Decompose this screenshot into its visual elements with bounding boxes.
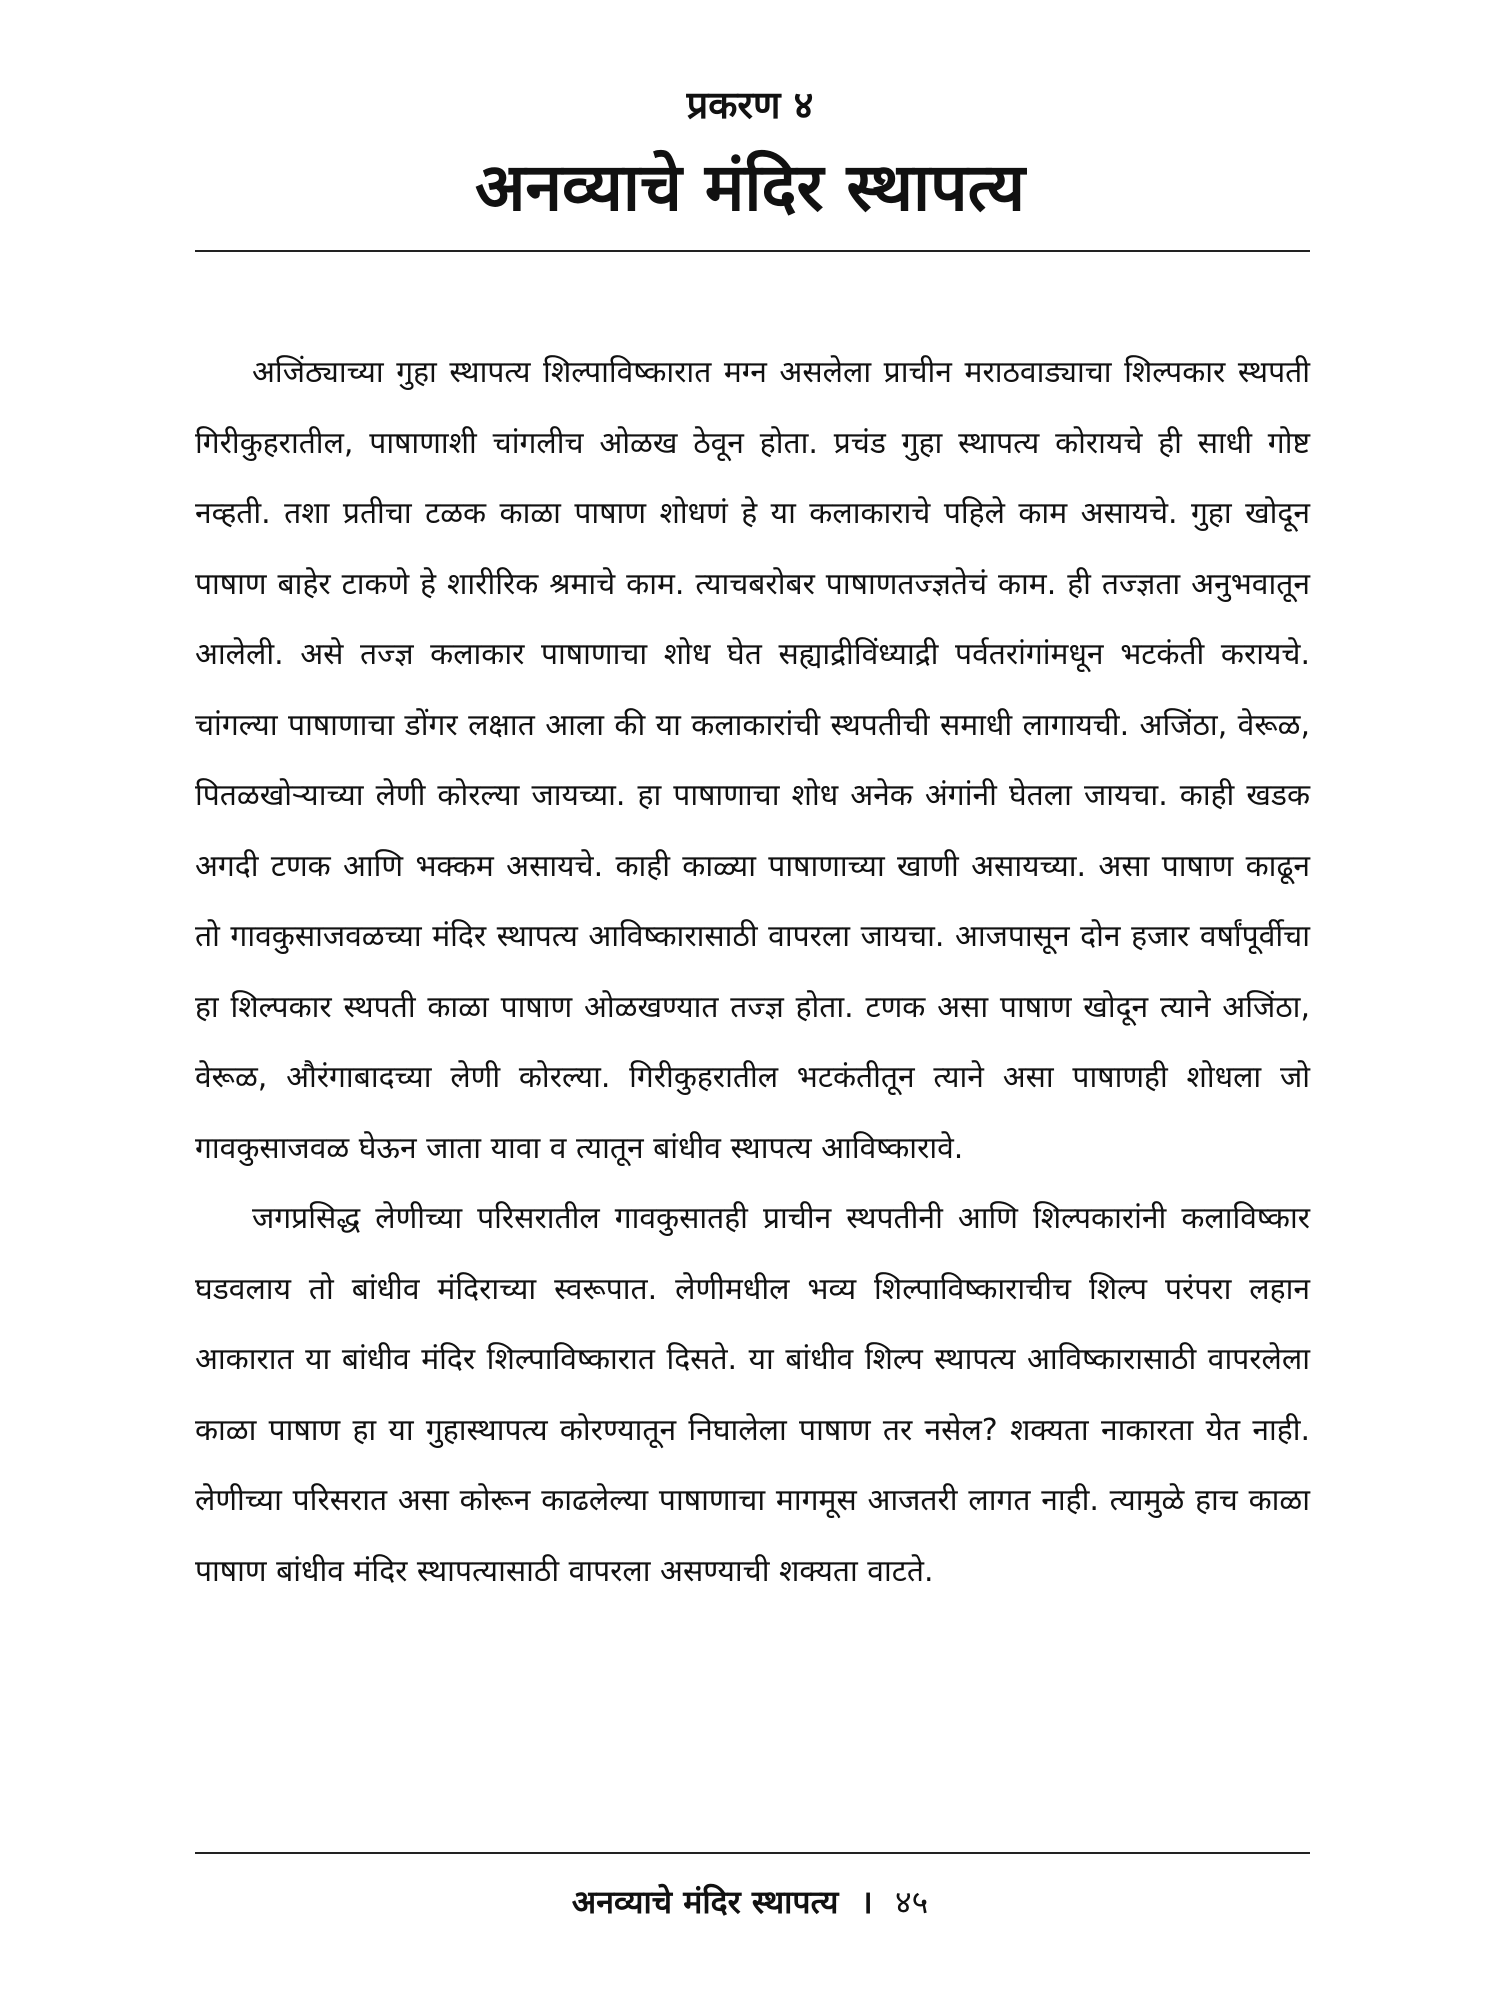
body-text [195, 338, 1310, 1607]
chapter-title: अनव्याचे मंदिर स्थापत्य [475, 149, 1025, 226]
footer-title: अनव्याचे मंदिर स्थापत्य [571, 1883, 839, 1921]
paragraph-2: जगप्रसिद्ध लेणीच्या परिसरातील गावकुसातही प्राचीन स्थपतीनी आणि शिल्पकारांनी कलाविष्कार घडवलाय तो बांधीव मंदिराच्या स्वरूपात. लेणीमधील भव्य शिल्पाविष्काराचीच शिल्प परंपरा लहान आकारात या बांधीव मंदिर शिल्पाविष्कारात दिसते. या बांधीव शिल्प स्थापत्य आविष्कारासाठी वापरलेला काळा पाषाण हा या गुहास्थापत्य कोरण्यातून निघालेला पाषाण तर नसेल? शक्यता नाकारता येत नाही. लेणीच्या परिसरात असा कोरून काढलेल्या पाषाणाचा मागमूस आजतरी लागत नाही. त्यामुळे हाच काळा पाषाण बांधीव मंदिर स्थापत्यासाठी वापरला असण्याची शक्यता वाटते. [195, 1201, 1310, 1589]
paragraph-1: अजिंठ्याच्या गुहा स्थापत्य शिल्पाविष्कारात मग्न असलेला प्राचीन मराठवाड्याचा शिल्पकार स्थपती गिरीकुहरातील, पाषाणाशी चांगलीच ओळख ठेवून होता. प्रचंड गुहा स्थापत्य कोरायचे ही साधी गोष्ट नव्हती. तशा प्रतीचा टळक काळा पाषाण शोधणं हे या कलाकाराचे पहिले काम असायचे. गुहा खोदून पाषाण बाहेर टाकणे हे शारीरिक श्रमाचे काम. त्याचबरोबर पाषाणतज्ज्ञतेचं काम. ही तज्ज्ञता अनुभवातून आलेली. असे तज्ज्ञ कलाकार पाषाणाचा शोध घेत सह्याद्रीविंध्याद्री पर्वतरांगांमधून भटकंती करायचे. चांगल्या पाषाणाचा डोंगर लक्षात आला की या कलाकारांची स्थपतीची समाधी लागायची. अजिंठा, वेरूळ, पितळखोऱ्याच्या लेणी कोरल्या जायच्या. हा पाषाणाचा शोध अनेक अंगांनी घेतला जायचा. काही खडक अगदी टणक आणि भक्कम असायचे. काही काळ्या पाषाणाच्या खाणी असायच्या. असा पाषाण काढून तो गावकुसाजवळच्या मंदिर स्थापत्य आविष्कारासाठी वापरला जायचा. आजपासून दोन हजार वर्षांपूर्वीचा हा शिल्पकार स्थपती काळा पाषाण ओळखण्यात तज्ज्ञ होता. टणक असा पाषाण खोदून त्याने अजिंठा, वेरूळ, औरंगाबादच्या लेणी कोरल्या. गिरीकुहरातील भटकंतीतून त्याने असा पाषाणही शोधला जो गावकुसाजवळ घेऊन जाता यावा व त्यातून बांधीव स्थापत्य आविष्कारावे. [195, 355, 1310, 1166]
footer-rule [195, 1852, 1310, 1854]
footer-separator: । [860, 1883, 873, 1921]
chapter-label: प्रकरण ४ [686, 83, 814, 127]
header-rule [195, 250, 1310, 252]
page-number: ४५ [894, 1883, 929, 1921]
page-footer [0, 1880, 1500, 1923]
